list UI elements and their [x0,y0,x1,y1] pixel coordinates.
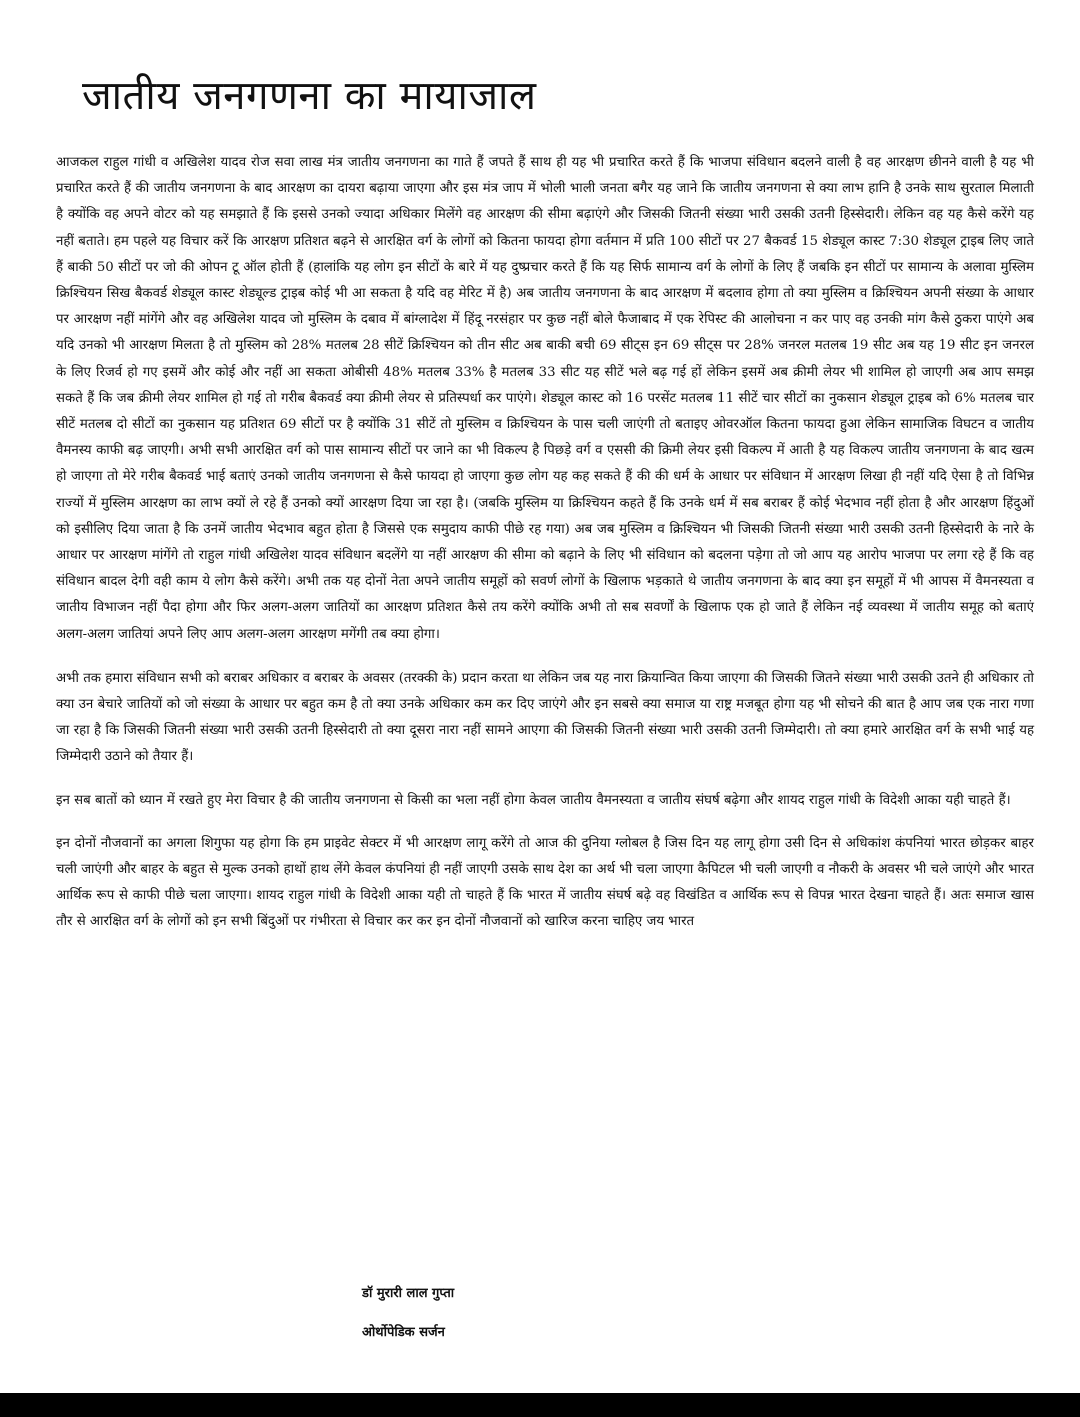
document-body [56,150,1034,953]
bottom-bar [0,1393,1080,1417]
signature-name: डॉ मुरारी लाल गुप्ता [362,1286,455,1301]
document-title: जातीय जनगणना का मायाजाल [82,73,537,119]
paragraph-3: इन सब बातों को ध्यान में रखते हुए मेरा विचार है की जातीय जनगणना से किसी का भला नहीं होगा केवल जातीय वैमनस्यता व जातीय संघर्ष बढ़ेगा और शायद राहुल गांधी के विदेशी आका यही चाहते हैं। [56,792,1011,808]
paragraph-1: आजकल राहुल गांधी व अखिलेश यादव रोज सवा लाख मंत्र जातीय जनगणना का गाते हैं जपते हैं साथ ही यह भी प्रचारित करते हैं कि भाजपा संविधान बदलने वाली है वह आरक्षण छीनने वाली है यह भी प्रचारित करते हैं की जातीय जनगणना के बाद आरक्षण का दायरा बढ़ाया जाएगा और इस मंत्र जाप में भोली भाली जनता बगैर यह जाने कि जातीय जनगणना से क्या लाभ हानि है उनके साथ सुरताल मिलाती है क्योंकि वह अपने वोटर को यह समझाते हैं कि इससे उनको ज्यादा अधिकार मिलेंगे वह आरक्षण की सीमा बढ़ाएंगे और जिसकी जितनी संख्या भारी उसकी उतनी हिस्सेदारी। लेकिन वह यह कैसे करेंगे यह नहीं बताते। हम पहले यह विचार करें कि आरक्षण प्रतिशत बढ़ने से आरक्षित वर्ग के लोगों को कितना फायदा होगा वर्तमान में प्रति 100 सीटों पर 27 बैकवर्ड 15 शेड्यूल कास्ट 7:30 शेड्यूल ट्राइब लिए जाते हैं बाकी 50 सीटों पर जो की ओपन टू ऑल होती हैं (हालांकि यह लोग इन सीटों के बारे में यह दुष्प्रचार करते हैं कि यह सिर्फ सामान्य वर्ग के लोगों के लिए हैं जबकि इन सीटों पर सामान्य के अलावा मुस्लिम क्रिश्चियन सिख बैकवर्ड शेड्यूल कास्ट शेड्यूल्ड ट्राइब कोई भी आ सकता है यदि वह मेरिट में है) अब जातीय जनगणना के बाद आरक्षण में बदलाव होगा तो क्या मुस्लिम व क्रिश्चियन अपनी संख्या के आधार पर आरक्षण नहीं मांगेंगे और वह अखिलेश यादव जो मुस्लिम के दबाव में बांग्लादेश में हिंदू नरसंहार पर कुछ नहीं बोले फैजाबाद में एक रेपिस्ट की आलोचना न कर पाए वह उनकी मांग कैसे ठुकरा पाएंगे अब यदि उनको भी आरक्षण मिलता है तो मुस्लिम को 28% मतलब 28 सीटें क्रिश्चियन को तीन सीट अब बाकी बची 69 सीट्स इन 69 सीट्स पर 28% जनरल मतलब 19 सीट अब यह 19 सीट इन जनरल के लिए रिजर्व हो गए इसमें और कोई और नहीं आ सकता ओबीसी 48% मतलब 33% है मतलब 33 सीट यह सीटें भले बढ़ गई हों लेकिन इसमें अब क्रीमी लेयर भी शामिल हो जाएगी अब आप समझ सकते हैं कि जब क्रीमी लेयर शामिल हो गई तो गरीब बैकवर्ड क्या क्रीमी लेयर से प्रतिस्पर्धा कर पाएंगे। शेड्यूल कास्ट को 16 परसेंट मतलब 11 सीटें चार सीटों का नुकसान शेड्यूल ट्राइब को 6% मतलब चार सीटें मतलब दो सीटों का नुकसान यह प्रतिशत 69 सीटों पर है क्योंकि 31 सीटें तो मुस्लिम व क्रिश्चियन के पास चली जाएंगी तो बताइए ओवरऑल कितना फायदा हुआ लेकिन सामाजिक विघटन व जातीय वैमनस्य काफी बढ़ जाएगी। अभी सभी आरक्षित वर्ग को पास सामान्य सीटों पर जाने का भी विकल्प है पिछड़े वर्ग व एससी की क्रिमी लेयर इसी विकल्प में आती है यह विकल्प जातीय जनगणना के बाद खत्म हो जाएगा तो मेरे गरीब बैकवर्ड भाई बताएं उनको जातीय जनगणना से कैसे फायदा हो जाएगा कुछ लोग यह कह सकते हैं की की धर्म के आधार पर संविधान में आरक्षण लिखा ही नहीं यदि ऐसा है तो विभिन्न राज्यों में मुस्लिम आरक्षण का लाभ क्यों ले रहे हैं उनको क्यों आरक्षण दिया जा रहा है। (जबकि मुस्लिम या क्रिश्चियन कहते हैं कि उनके धर्म में सब बराबर हैं कोई भेदभाव नहीं होता है और आरक्षण हिंदुओं को इसीलिए दिया जाता है कि उनमें जातीय भेदभाव बहुत होता है जिससे एक समुदाय काफी पीछे रह गया) अब जब मुस्लिम व क्रिश्चियन भी जिसकी जितनी संख्या भारी उसकी उतनी हिस्सेदारी के नारे के आधार पर आरक्षण मांगेंगे तो राहुल गांधी अखिलेश यादव संविधान बदलेंगे या नहीं आरक्षण की सीमा को बढ़ाने के लिए भी संविधान को बदलना पड़ेगा तो जो आप यह आरोप भाजपा पर लगा रहे हैं कि वह संविधान बादल देगी वही काम ये लोग कैसे करेंगे। अभी तक यह दोनों नेता अपने जातीय समूहों को सवर्ण लोगों के खिलाफ भड़काते थे जातीय जनगणना के बाद क्या इन समूहों में भी आपस में वैमनस्यता व जातीय विभाजन नहीं पैदा होगा और फिर अलग-अलग जातियों का आरक्षण प्रतिशत कैसे तय करेंगे क्योंकि अभी तो सब सवर्णों के खिलाफ एक हो जाते हैं लेकिन नई व्यवस्था में जातीय समूह को बताएं अलग-अलग जातियां अपने लिए आप अलग-अलग आरक्षण मगेंगी तब क्या होगा। [56,155,1034,642]
paragraph-4: इन दोनों नौजवानों का अगला शिगुफा यह होगा कि हम प्राइवेट सेक्टर में भी आरक्षण लागू करेंगे तो आज की दुनिया ग्लोबल है जिस दिन यह लागू होगा उसी दिन से अधिकांश कंपनियां भारत छोड़कर बाहर चली जाएंगी और बाहर के बहुत से मुल्क उनको हाथों हाथ लेंगे केवल कंपनियां ही नहीं जाएगी उसके साथ देश का अर्थ भी चला जाएगा कैपिटल भी चली जाएगी व नौकरी के अवसर भी चले जाएंगे और भारत आर्थिक रूप से काफी पीछे चला जाएगा। शायद राहुल गांधी के विदेशी आका यही तो चाहते हैं कि भारत में जातीय संघर्ष बढ़े वह विखंडित व आर्थिक रूप से विपन्न भारत देखना चाहते हैं। अतः समाज खास तौर से आरक्षित वर्ग के लोगों को इन सभी बिंदुओं पर गंभीरता से विचार कर कर इन दोनों नौजवानों को खारिज करना चाहिए जय भारत [56,835,1034,930]
signature-title: ओर्थोपेडिक सर्जन [362,1325,445,1340]
paragraph-2: अभी तक हमारा संविधान सभी को बराबर अधिकार व बराबर के अवसर (तरक्की के) प्रदान करता था लेकिन जब यह नारा क्रियान्वित किया जाएगा की जिसकी जितने संख्या भारी उसकी उतने ही अधिकार तो क्या उन बेचारे जातियों को जो संख्या के आधार पर बहुत कम है तो क्या उनके अधिकार कम कर दिए जाएंगे और इन सबसे क्या समाज या राष्ट्र मजबूत होगा यह भी सोचने की बात है आप जब एक नारा गणा जा रहा है कि जिसकी जितनी संख्या भारी उसकी उतनी हिस्सेदारी तो क्या दूसरा नारा नहीं सामने आएगा की जिसकी जितनी संख्या भारी उसकी उतनी जिम्मेदारी। तो क्या हमारे आरक्षित वर्ग के सभी भाई यह जिम्मेदारी उठाने को तैयार हैं। [56,670,1034,765]
